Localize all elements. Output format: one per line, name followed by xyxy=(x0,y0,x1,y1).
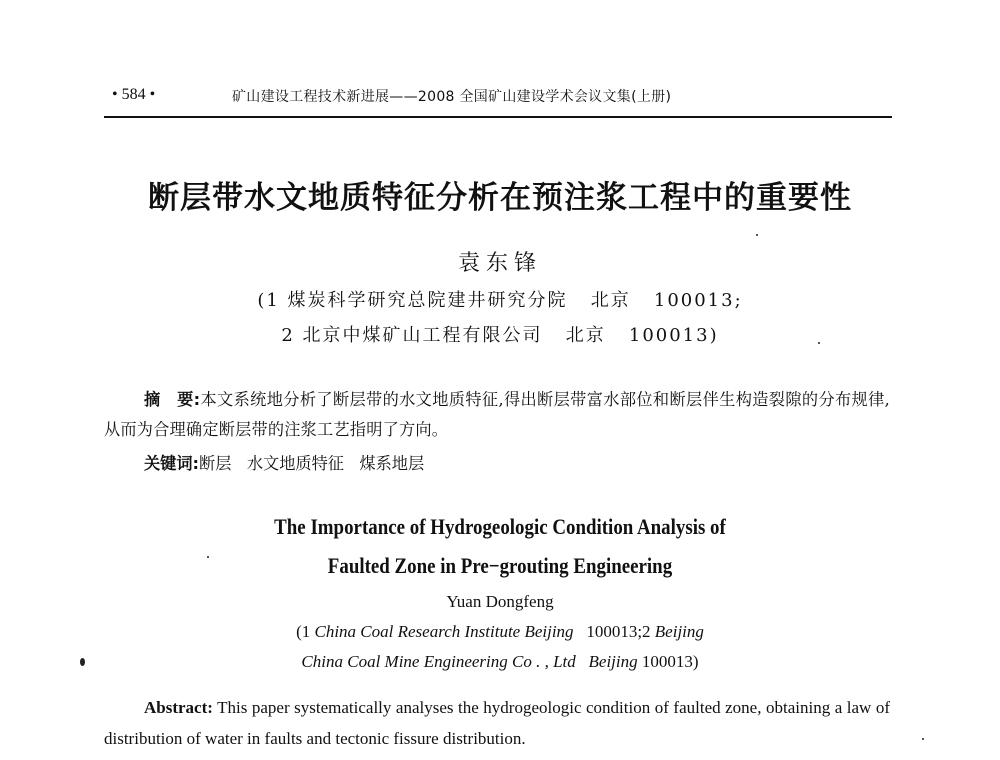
chinese-abstract-label: 摘 要: xyxy=(144,390,201,409)
chinese-affiliation-1: (1 煤炭科学研究总院建井研究分院 北京 100013; xyxy=(257,290,743,311)
chinese-affiliation-2: 2 北京中煤矿山工程有限公司 北京 100013) xyxy=(281,325,719,346)
chinese-title: 断层带水文地质特征分析在预注浆工程中的重要性 xyxy=(148,180,852,216)
running-header xyxy=(112,84,892,110)
chinese-keywords xyxy=(144,450,424,474)
english-aff1-institute: China Coal Research Institute Beijing xyxy=(314,622,574,641)
chinese-author: 袁东锋 xyxy=(457,251,542,276)
english-aff2-institute: China Coal Mine Engineering Co . , Ltd xyxy=(301,652,576,671)
header-rule xyxy=(104,116,892,118)
chinese-abstract xyxy=(104,385,890,445)
scan-speck xyxy=(922,738,924,740)
book-title: 矿山建设工程技术新进展——2008 全国矿山建设学术会议文集(上册) xyxy=(232,89,672,105)
english-abstract-label: Abstract: xyxy=(144,698,213,717)
english-affiliation-1 xyxy=(0,622,1000,642)
chinese-keywords-label: 关键词: xyxy=(144,454,200,473)
english-aff2-space xyxy=(576,652,589,671)
english-abstract xyxy=(104,692,890,754)
english-aff1-open: (1 xyxy=(296,622,315,641)
scan-speck xyxy=(207,556,209,558)
page-number: • 584 • xyxy=(112,86,156,103)
chinese-keywords-text: 断层 水文地质特征 煤系地层 xyxy=(199,454,425,473)
scan-speck xyxy=(818,342,820,344)
english-aff1-city: Beijing xyxy=(654,622,704,641)
english-affiliation-2 xyxy=(0,652,1000,672)
chinese-abstract-text: 本文系统地分析了断层带的水文地质特征,得出断层带富水部位和断层伴生构造裂隙的分布规律,从而为合理确定断层带的注浆工艺指明了方向。 xyxy=(104,390,891,439)
scan-speck xyxy=(80,658,85,666)
english-title-line-1: The Importance of Hydrogeologic Condition Analysis of xyxy=(274,514,726,539)
english-aff1-mid: 100013;2 xyxy=(573,622,655,641)
scan-speck xyxy=(756,234,758,236)
english-aff2-end: 100013) xyxy=(637,652,699,671)
english-author: Yuan Dongfeng xyxy=(446,592,554,611)
english-abstract-text: This paper systematically analyses the hydrogeologic condition of faulted zone, obtaining a law of distribution of water in faults and tectonic fissure distribution. xyxy=(104,698,890,748)
english-title-line-2: Faulted Zone in Pre−grouting Engineering xyxy=(327,553,673,578)
english-aff2-city: Beijing xyxy=(588,652,638,671)
